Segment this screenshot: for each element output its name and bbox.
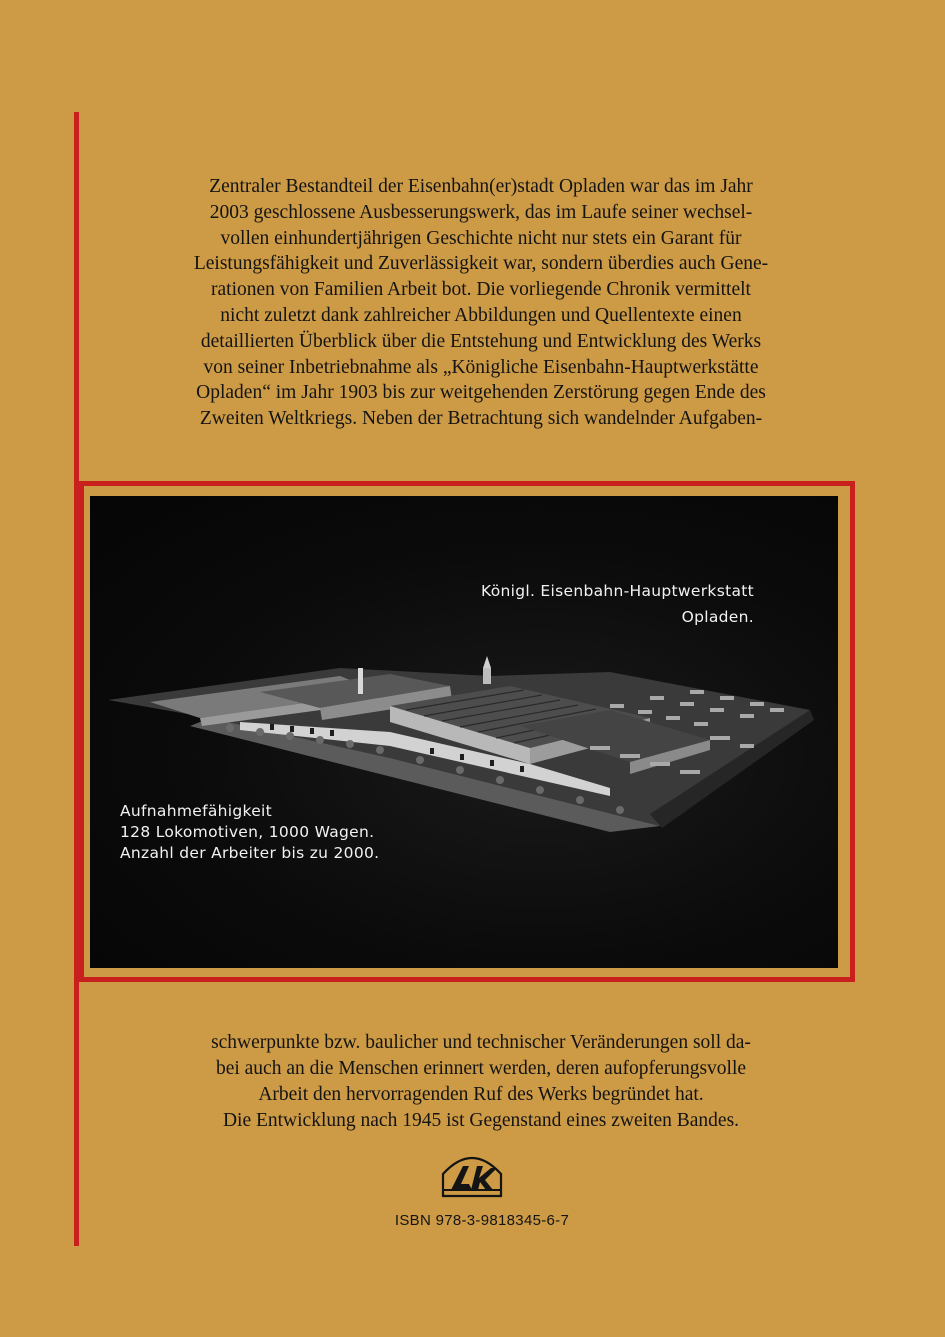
caption-line: Anzahl der Arbeiter bis zu 2000. — [120, 844, 380, 862]
blurb-line: Leistungsfähigkeit und Zuverlässigkeit war, sondern überdies auch Gene- — [193, 253, 769, 275]
blurb-line: Die Entwicklung nach 1945 ist Gegenstand eines zweiten Bandes. — [222, 1110, 740, 1131]
blurb-line: bei auch an die Menschen erinnert werden, deren aufopferungsvolle — [215, 1058, 747, 1079]
publisher-logo-icon — [439, 1150, 505, 1198]
blurb-line: detaillierten Überblick über die Entstehung und Entwicklung des Werks — [200, 330, 762, 352]
caption-line: Opladen. — [681, 608, 754, 626]
blurb-bottom — [170, 1030, 792, 1134]
blurb-line: 2003 geschlossene Ausbesserungswerk, das im Laufe seiner wechsel- — [209, 201, 753, 223]
caption-line: 128 Lokomotiven, 1000 Wagen. — [120, 823, 375, 841]
blurb-line: schwerpunkte bzw. baulicher und technischer Veränderungen soll da- — [211, 1032, 751, 1053]
blurb-top — [170, 174, 792, 432]
isbn-number: ISBN 978-3-9818345-6-7 — [394, 1212, 570, 1229]
blurb-line: Arbeit den hervorragenden Ruf des Werks begründet hat. — [258, 1084, 704, 1105]
blurb-line: Opladen“ im Jahr 1903 bis zur weitgehenden Zerstörung gegen Ende des — [196, 382, 766, 404]
caption-line: Königl. Eisenbahn-Hauptwerkstatt — [481, 582, 754, 600]
blurb-line: Zweiten Weltkriegs. Neben der Betrachtung sich wandelnder Aufgaben- — [199, 408, 763, 430]
blurb-line: vollen einhundertjährigen Geschichte nicht nur stets ein Garant für — [220, 227, 742, 249]
photo-caption-info — [120, 801, 379, 864]
blurb-line: rationen von Familien Arbeit bot. Die vorliegende Chronik vermittelt — [211, 279, 751, 301]
blurb-line: nicht zuletzt dank zahlreicher Abbildungen und Quellentexte einen — [220, 304, 742, 326]
historic-factory-photo — [90, 496, 838, 968]
photo-caption-title — [481, 578, 754, 630]
caption-line: Aufnahmefähigkeit — [120, 802, 273, 820]
factory-aerial-illustration — [90, 496, 838, 968]
blurb-line: Zentraler Bestandteil der Eisenbahn(er)stadt Opladen war das im Jahr — [209, 176, 753, 197]
blurb-line: von seiner Inbetriebnahme als „Königliche Eisenbahn-Hauptwerkstätte — [203, 356, 759, 378]
